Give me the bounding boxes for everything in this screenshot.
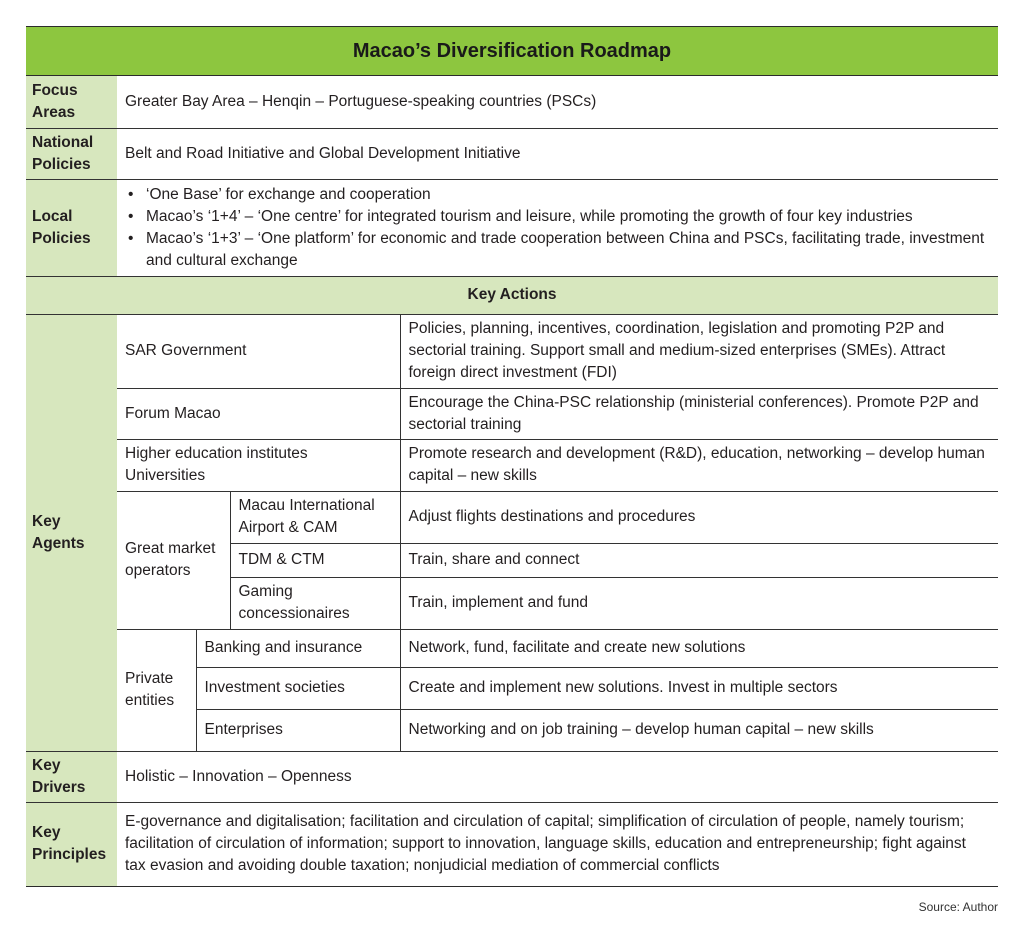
agent-row (26, 629, 998, 667)
agent-action: Network, fund, facilitate and create new solutions (400, 629, 998, 667)
focus-label: Focus Areas (26, 76, 117, 128)
principles-row (26, 802, 998, 886)
local-policy-item: • Macao’s ‘1+3’ – ‘One platform’ for economic and trade cooperation between China and PSCs, facilitating trade, investment and cultural exchange (125, 228, 990, 272)
focus-text: Greater Bay Area – Henqin – Portuguese-speaking countries (PSCs) (117, 76, 998, 128)
roadmap-table-container (26, 26, 998, 887)
local-label: Local Policies (26, 179, 117, 276)
principles-text: E-governance and digitalisation; facilitation and circulation of capital; simplification of circulation of people, namely tourism; facilitation of circulation of information; support to innovation, language skills, education and entrepreneurship; fight against tax evasion and avoiding double taxation; nonjudicial mediation of commercial conflicts (117, 802, 998, 886)
national-row (26, 128, 998, 179)
agents-label: Key Agents (26, 314, 117, 751)
agent-name: SAR Government (117, 314, 400, 388)
source-note: Source: Author (918, 900, 998, 914)
private-entities-label: Private entities (117, 629, 196, 751)
national-label: National Policies (26, 128, 117, 179)
local-policy-item: • ‘One Base’ for exchange and cooperation (125, 184, 990, 206)
agent-row (26, 388, 998, 439)
agent-action: Networking and on job training – develop human capital – new skills (400, 709, 998, 751)
agent-action: Promote research and development (R&D), education, networking – develop human capital – new skills (400, 439, 998, 491)
great-market-label: Great market operators (117, 491, 230, 629)
agent-action: Train, implement and fund (400, 577, 998, 629)
agent-name: Gaming concessionaires (230, 577, 400, 629)
agent-row (26, 491, 998, 543)
agent-action: Create and implement new solutions. Invest in multiple sectors (400, 667, 998, 709)
agent-name: Investment societies (196, 667, 400, 709)
agent-action: Train, share and connect (400, 543, 998, 577)
agent-action: Policies, planning, incentives, coordination, legislation and promoting P2P and sectorial training. Support small and medium-sized enterprises (SMEs). Attract foreign direct investment (FDI) (400, 314, 998, 388)
agent-name: Banking and insurance (196, 629, 400, 667)
drivers-label: Key Drivers (26, 751, 117, 802)
local-policies (117, 179, 998, 276)
agent-name: Forum Macao (117, 388, 400, 439)
agent-row (26, 314, 998, 388)
agent-action: Adjust flights destinations and procedures (400, 491, 998, 543)
drivers-text: Holistic – Innovation – Openness (117, 751, 998, 802)
local-policy-item: • Macao’s ‘1+4’ – ‘One centre’ for integrated tourism and leisure, while promoting the growth of four key industries (125, 206, 990, 228)
national-text: Belt and Road Initiative and Global Development Initiative (117, 128, 998, 179)
drivers-row (26, 751, 998, 802)
agent-name: Enterprises (196, 709, 400, 751)
agent-row (26, 439, 998, 491)
agent-name: Macau International Airport & CAM (230, 491, 400, 543)
roadmap-table (26, 76, 998, 887)
focus-row (26, 76, 998, 128)
key-actions-header: Key Actions (26, 276, 998, 314)
agent-name: Higher education institutes Universities (117, 439, 400, 491)
agent-name: TDM & CTM (230, 543, 400, 577)
key-actions-row (26, 276, 998, 314)
local-row (26, 179, 998, 276)
principles-label: Key Principles (26, 802, 117, 886)
table-title: Macao’s Diversification Roadmap (26, 26, 998, 76)
agent-action: Encourage the China-PSC relationship (ministerial conferences). Promote P2P and sectorial training (400, 388, 998, 439)
